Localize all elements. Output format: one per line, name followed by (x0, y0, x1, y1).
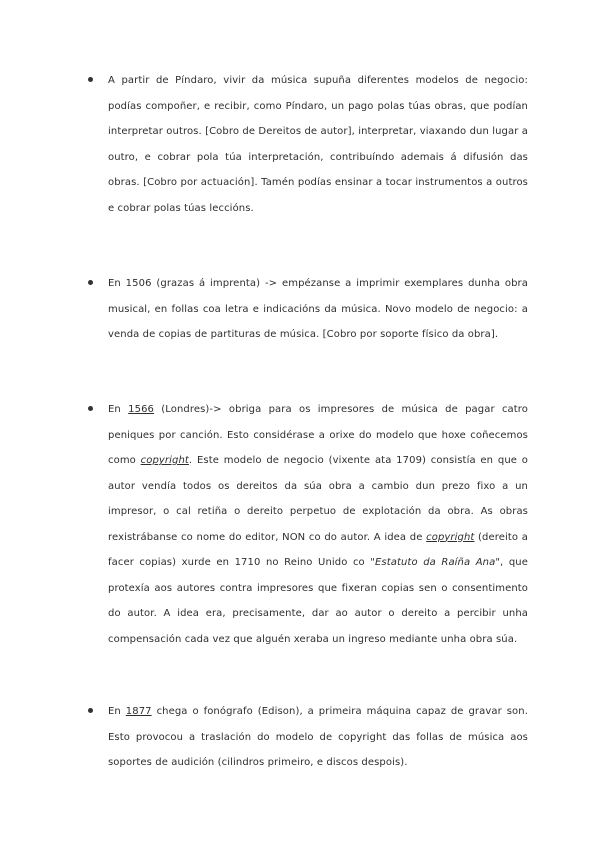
bullet-icon (88, 406, 93, 411)
year-1877: 1877 (125, 706, 152, 717)
item-text: chega o fonógrafo (Edison), a primeira máquina capaz de gravar son. Esto provocou a traslación do modelo de copyright das follas de música aos soportes de audición (cilindros primeiro, e discos despois). (108, 706, 528, 768)
item-text: , que protexía aos autores contra impresores que fixeran copias sen o consentimento do autor. A idea era, precisamente, dar ao autor o dereito a percibir unha compensación cada vez que alguén xeraba un ingreso mediante unha obra súa. (108, 557, 528, 645)
copyright-term: copyright (426, 531, 475, 543)
item-text: (dereito a facer copias) xurde en 1710 no Reino Unido co (108, 531, 528, 568)
item-text: En (108, 706, 126, 717)
bullet-icon (88, 708, 93, 713)
item-text: En (108, 404, 129, 415)
list-item (108, 397, 528, 652)
list-item (108, 271, 528, 348)
item-text: En 1506 (grazas á imprenta) -> empézanse a imprimir exemplares dunha obra musical, en follas coa letra e indicacións da música. Novo modelo de negocio: a venda de copias de partituras de música. [Cobro por soporte físico da obra]. (108, 278, 528, 340)
copyright-term: copyright (140, 455, 189, 466)
year-1566: 1566 (128, 404, 154, 415)
item-text: . Este modelo de negocio (vixente ata 1709) consistía en que o autor vendía todos os dereitos da súa obra a cambio dun prezo fixo a un impresor, o cal retiña o dereito perpetuo de explotación da obra. As obras rexistrábanse co nome do editor, NON co do autor. A idea de (108, 455, 528, 543)
list-item (108, 68, 528, 221)
item-text: (Londres)-> obriga para os impresores de música de pagar catro peniques por canción. Esto considérase a orixe do modelo que hoxe coñecemos como (108, 404, 528, 466)
list-item (108, 699, 528, 776)
item-text: A partir de Píndaro, vivir da música supuña diferentes modelos de negocio: podías compoñer, e recibir, como Píndaro, un pago polas túas obras, que podían interpretar outros. [Cobro de Dereitos de autor], interpretar, viaxando dun lugar a outro, e cobrar pola túa interpretación, contribuíndo ademais á difusión das obras. [Cobro por actuación]. Tamén podías ensinar a tocar instrumentos a outros e cobrar polas túas leccións. (108, 75, 528, 214)
statute-name: "Estatuto da Raíña Ana" (370, 557, 501, 568)
bullet-icon (88, 280, 93, 285)
bullet-icon (88, 77, 93, 82)
